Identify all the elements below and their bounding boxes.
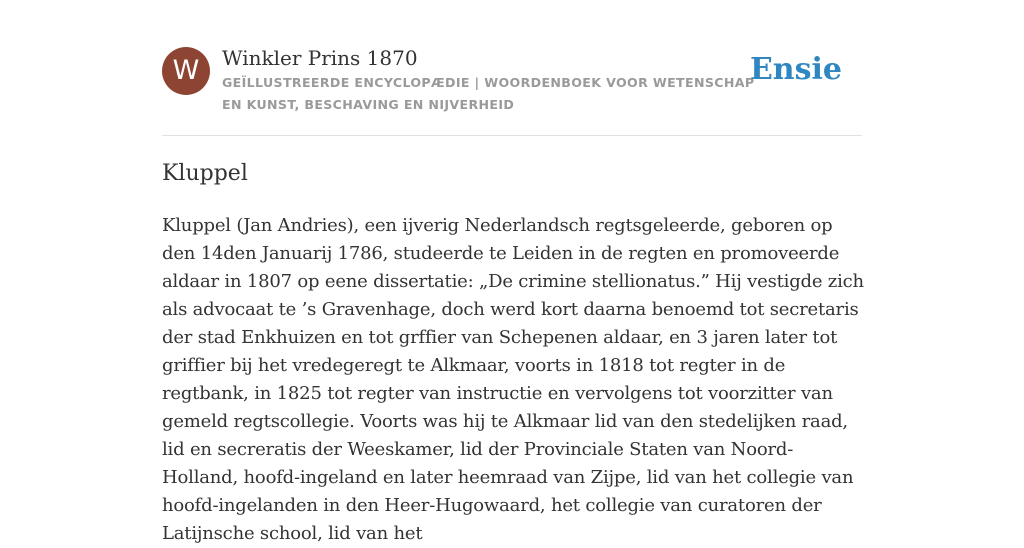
ensie-logo[interactable]: Ensie (749, 52, 842, 87)
source-title[interactable]: Winkler Prins 1870 (222, 46, 418, 70)
article-title: Kluppel (162, 161, 248, 186)
source-avatar[interactable]: W (162, 47, 210, 95)
source-header (162, 44, 862, 136)
header-divider (162, 135, 862, 136)
article-body: Kluppel (Jan Andries), een ijverig Nederlandsch regtsgeleerde, geboren op den 14den Januarij 1786, studeerde te Leiden in de regten en promoveerde aldaar in 1807 op eene dissertatie: „De crimine stellionatus.” Hij vestigde zich als advocaat te ’s Gravenhage, doch werd kort daarna benoemd tot secretaris der stad Enkhuizen en tot grffier van Schepenen aldaar, en 3 jaren later tot griffier bij het vredegeregt te Alkmaar, voorts in 1818 tot regter in de regtbank, in 1825 tot regter van instructie en vervolgens tot voorzitter van gemeld regtscollegie. Voorts was hij te Alkmaar lid van den stedelijken raad, lid en secreratis der Weeskamer, lid der Provinciale Staten van Noord-Holland, hoofd-ingeland en later heemraad van Zijpe, lid van het collegie van hoofd-ingelanden in den Heer-Hugowaard, het collegie van curatoren der Latijnsche school, lid van het (162, 215, 864, 544)
source-subtitle: GEÏLLUSTREERDE ENCYCLOPÆDIE | WOORDENBOEK VOOR WETENSCHAP EN KUNST, BESCHAVING EN NIJVERHEID (222, 75, 755, 112)
